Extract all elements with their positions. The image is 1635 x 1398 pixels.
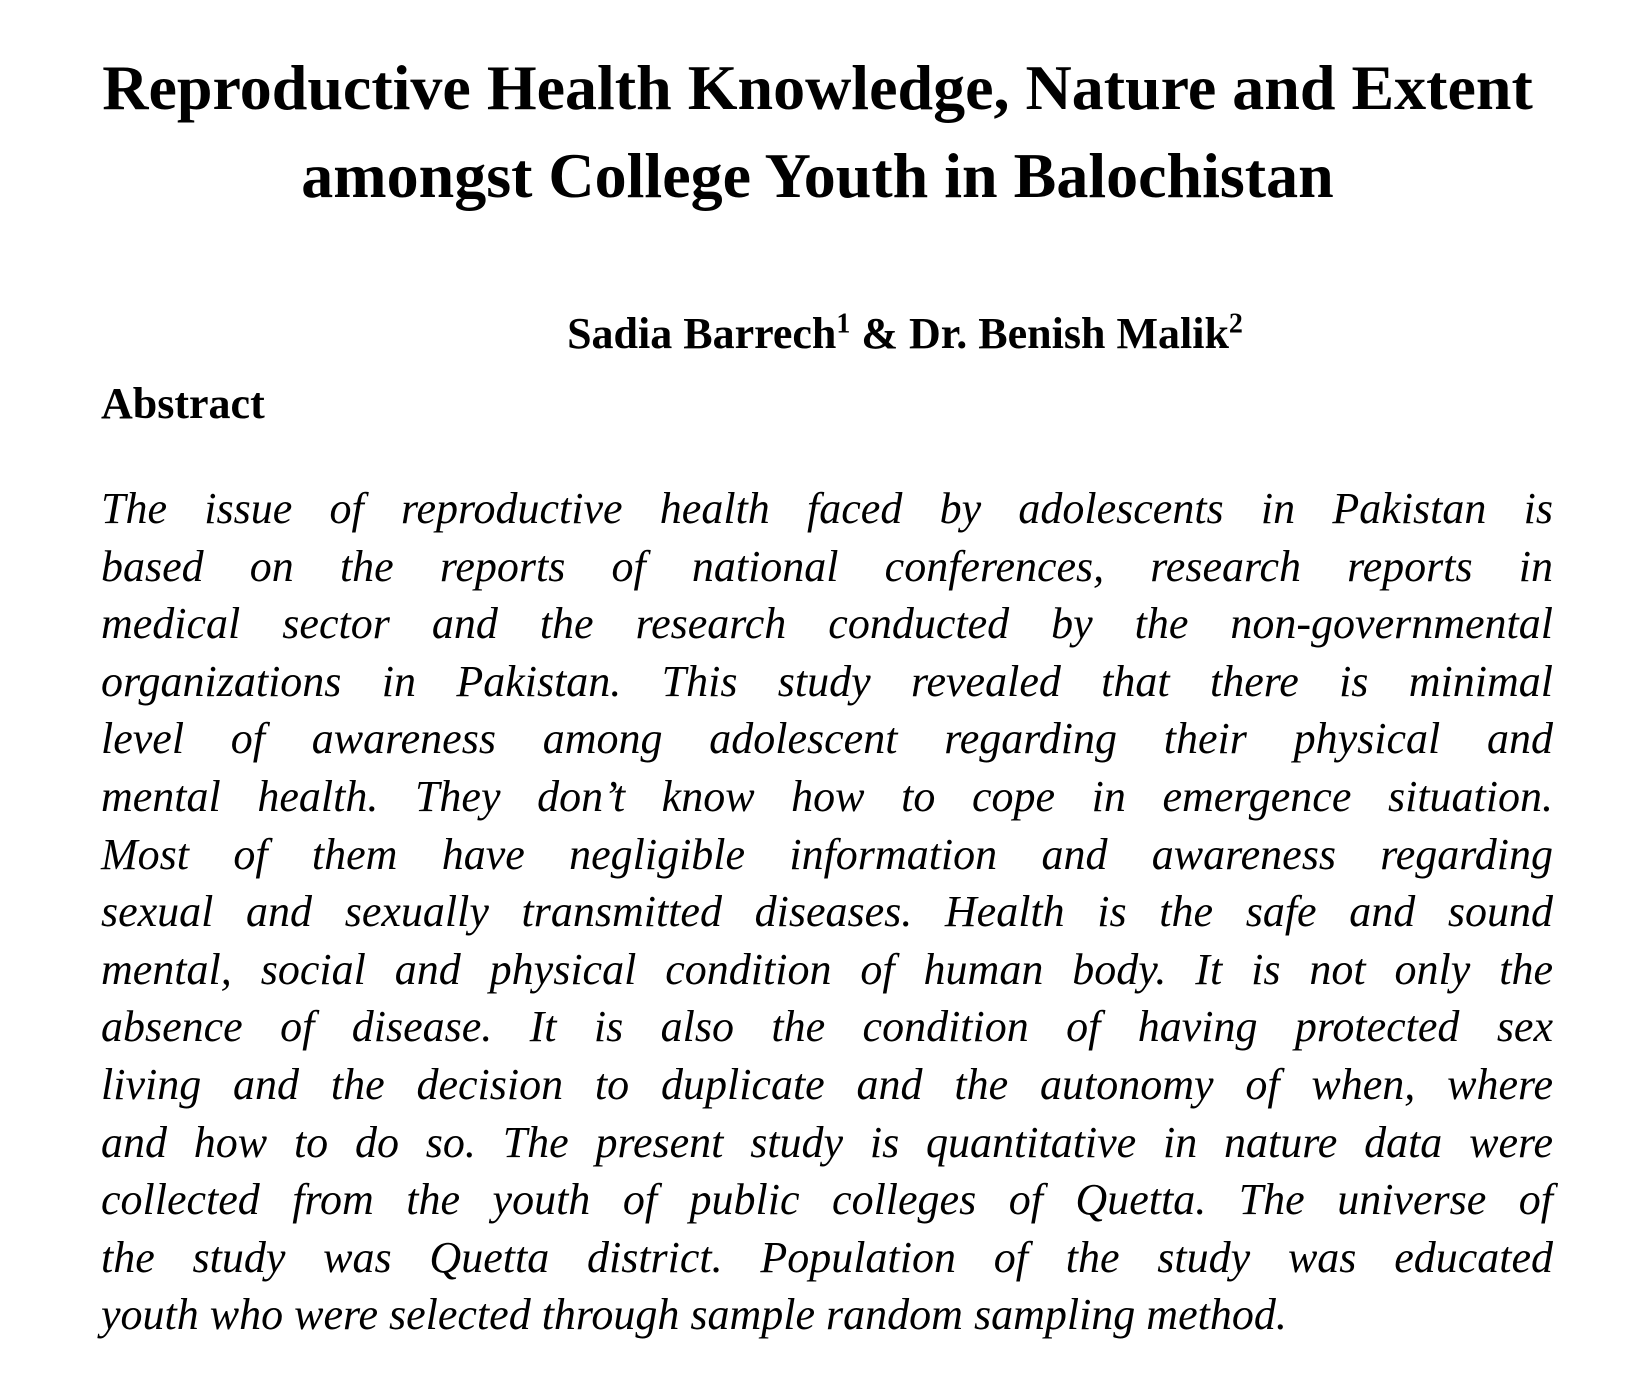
abstract-line: Most of them have negligible information and awareness regarding: [101, 829, 1553, 879]
author-name-1: Sadia Barrech: [567, 309, 837, 358]
paper-title-line-2: amongst College Youth in Balochistan: [301, 140, 1334, 211]
affiliation-mark-1: 1: [836, 308, 851, 340]
abstract-line: mental health. They don’t know how to cope in emergence situation.: [101, 771, 1553, 821]
abstract-line-last: youth who were selected through sample random sampling method.: [101, 1290, 1287, 1340]
abstract-line: medical sector and the research conducted by the non-governmental: [101, 599, 1553, 649]
abstract-line: level of awareness among adolescent regarding their physical and: [101, 714, 1553, 764]
author-name-2: Dr. Benish Malik: [909, 309, 1229, 358]
abstract-line: the study was Quetta district. Population of the study was educated: [101, 1232, 1553, 1282]
abstract-line: collected from the youth of public colleges of Quetta. The universe of: [101, 1175, 1553, 1225]
abstract-heading: Abstract: [101, 379, 265, 428]
paper-title: [0, 44, 1635, 220]
abstract-line: and how to do so. The present study is quantitative in nature data were: [101, 1117, 1553, 1167]
abstract-body: [101, 480, 1553, 1344]
author-separator: &: [850, 309, 910, 358]
abstract-line: sexual and sexually transmitted diseases. Health is the safe and sound: [101, 887, 1553, 937]
abstract-line: The issue of reproductive health faced by adolescents in Pakistan is: [101, 484, 1553, 533]
paper-title-line-1: Reproductive Health Knowledge, Nature and Extent: [102, 52, 1533, 123]
author-line: [0, 306, 1635, 362]
affiliation-mark-2: 2: [1228, 308, 1243, 340]
abstract-line: absence of disease. It is also the condition of having protected sex: [101, 1002, 1553, 1052]
abstract-line: mental, social and physical condition of human body. It is not only the: [101, 944, 1553, 994]
abstract-line: organizations in Pakistan. This study revealed that there is minimal: [101, 656, 1553, 706]
abstract-line: living and the decision to duplicate and the autonomy of when, where: [101, 1059, 1553, 1109]
abstract-line: based on the reports of national conferences, research reports in: [101, 541, 1553, 591]
